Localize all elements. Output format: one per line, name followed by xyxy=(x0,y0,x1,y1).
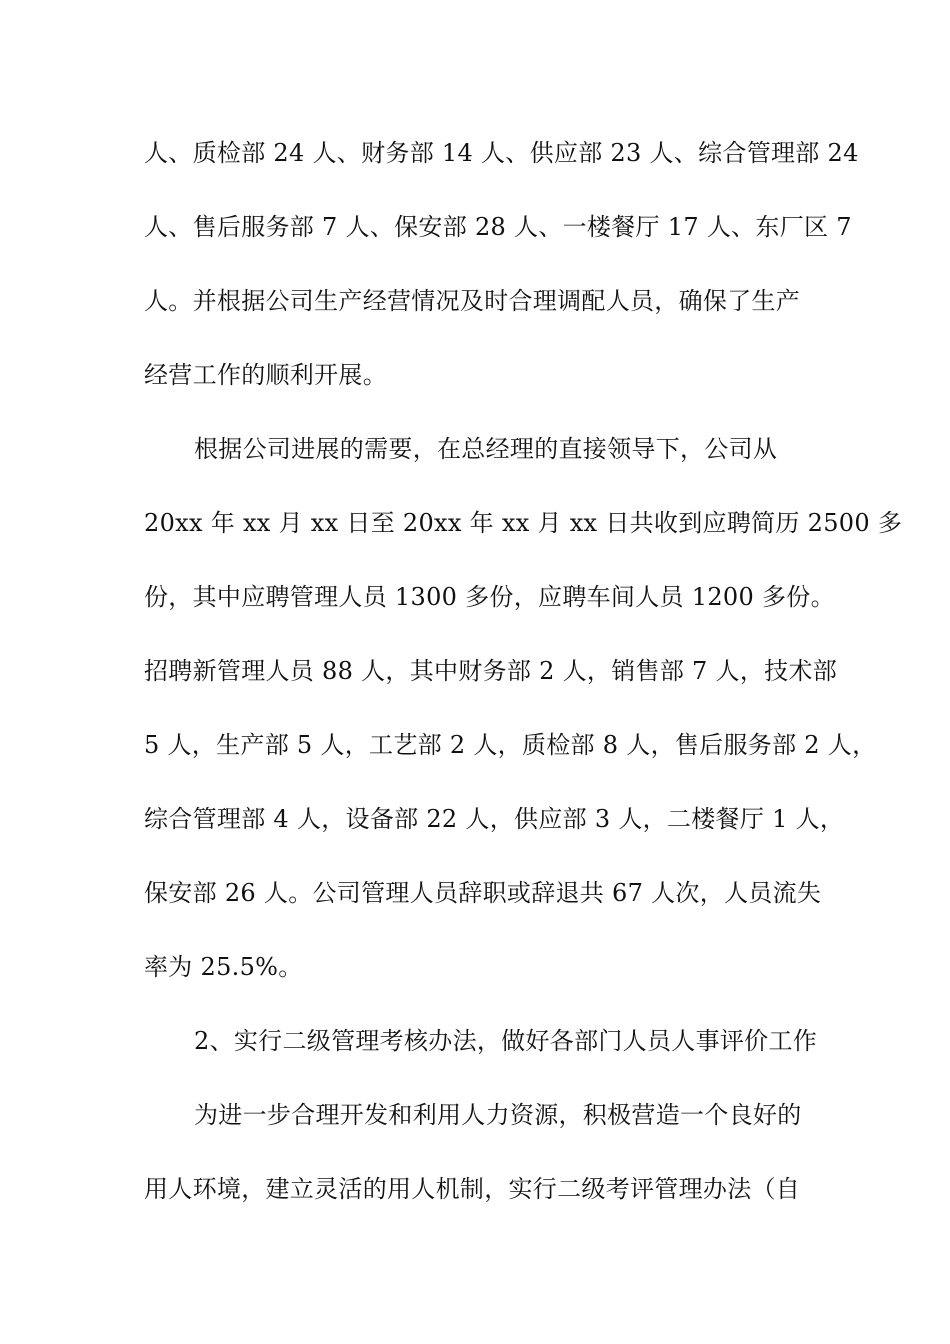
paragraph-first-line: 为进一步合理开发和利用人力资源，积极营造一个良好的 xyxy=(194,1101,802,1129)
text-line: 5 人，生产部 5 人，工艺部 2 人，质检部 8 人，售后服务部 2 人， xyxy=(144,731,877,759)
text-line: 人、质检部 24 人、财务部 14 人、供应部 23 人、综合管理部 24 xyxy=(144,139,859,167)
text-line: 综合管理部 4 人，设备部 22 人，供应部 3 人，二楼餐厅 1 人， xyxy=(144,805,845,833)
text-line: 用人环境，建立灵活的用人机制，实行二级考评管理办法（自 xyxy=(144,1175,801,1203)
text-line: 招聘新管理人员 88 人，其中财务部 2 人，销售部 7 人，技术部 xyxy=(144,657,838,685)
text-line: 人。并根据公司生产经营情况及时合理调配人员，确保了生产 xyxy=(144,287,801,315)
text-line: 20xx 年 xx 月 xx 日至 20xx 年 xx 月 xx 日共收到应聘简历 2500 多 xyxy=(144,509,903,537)
text-line: 保安部 26 人。公司管理人员辞职或辞退共 67 人次，人员流失 xyxy=(144,879,822,907)
text-line: 人、售后服务部 7 人、保安部 28 人、一楼餐厅 17 人、东厂区 7 xyxy=(144,213,852,241)
section-heading: 2、实行二级管理考核办法，做好各部门人员人事评价工作 xyxy=(194,1027,818,1055)
text-line: 率为 25.5%。 xyxy=(144,953,303,981)
text-line: 经营工作的顺利开展。 xyxy=(144,361,387,389)
text-line: 份，其中应聘管理人员 1300 多份，应聘车间人员 1200 多份。 xyxy=(144,583,835,611)
paragraph-first-line: 根据公司进展的需要，在总经理的直接领导下，公司从 xyxy=(194,435,778,463)
